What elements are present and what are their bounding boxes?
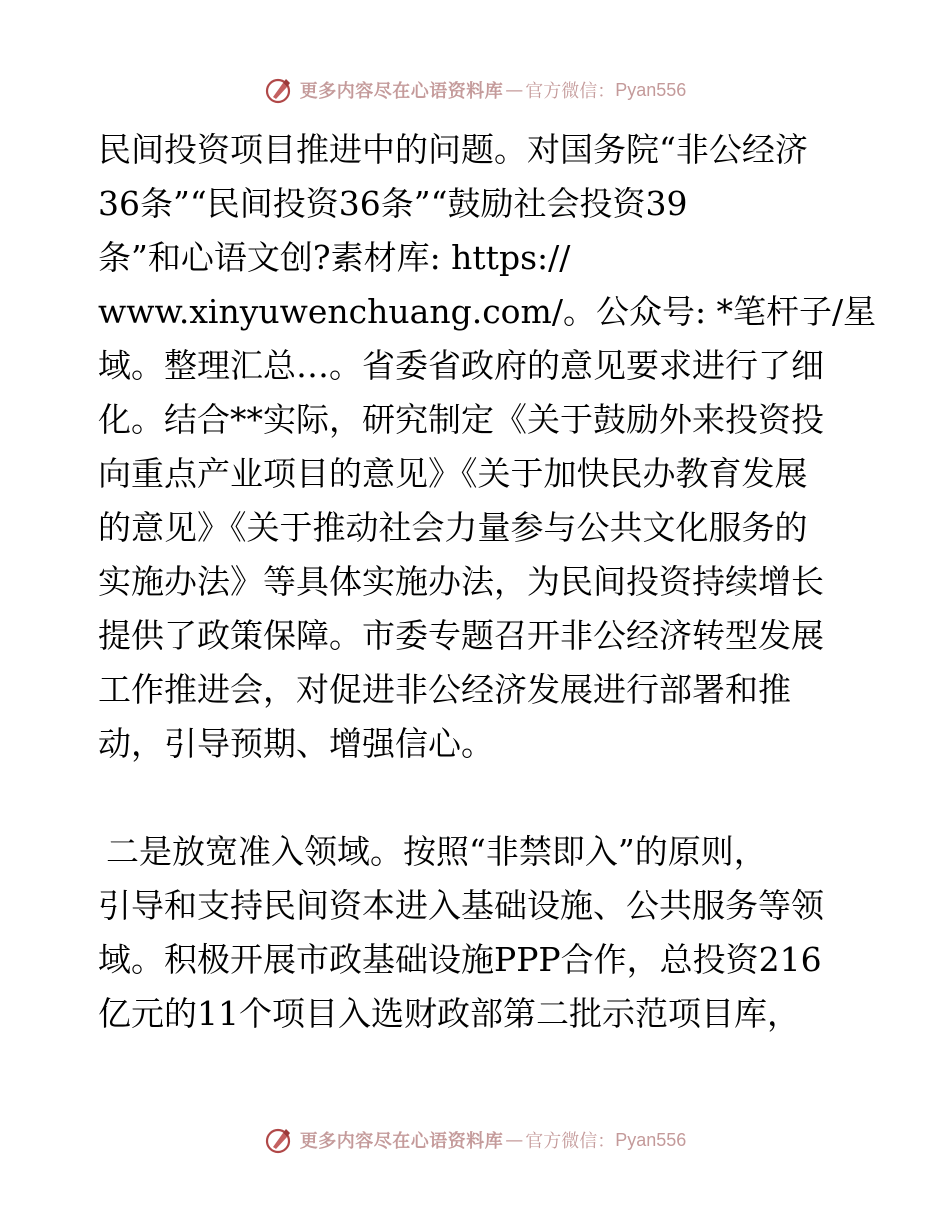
text-line: 化。结合**实际，研究制定《关于鼓励外来投资投	[98, 400, 824, 439]
text-line: 动，引导预期、增强信心。	[98, 724, 494, 763]
watermark-text: 更多内容尽在心语资料库	[299, 81, 504, 102]
text-line: 实施办法》等具体实施办法，为民间投资持续增长	[98, 562, 824, 601]
watermark-contact-id: Pyan556	[615, 79, 687, 100]
text-line: 向重点产业项目的意见》《关于加快民办教育发展	[98, 454, 808, 493]
watermark-contact-id: Pyan556	[615, 1129, 687, 1150]
paragraph-2	[98, 825, 858, 1041]
pen-nib-circle-icon	[264, 1125, 294, 1155]
text-line: 条”和心语文创?素材库: https://	[98, 238, 571, 277]
text-line: 域。整理汇总…。省委省政府的意见要求进行了细	[98, 346, 824, 385]
watermark-contact-label: 官方微信：	[525, 81, 616, 102]
watermark-separator: —	[505, 1129, 524, 1151]
text-line: 提供了政策保障。市委专题召开非公经济转型发展	[98, 616, 824, 655]
text-line: 亿元的11个项目入选财政部第二批示范项目库，	[98, 994, 800, 1033]
paragraph-1	[98, 123, 877, 771]
text-line: 民间投资项目推进中的问题。对国务院“非公经济	[98, 130, 808, 169]
text-line: www.xinyuwenchuang.com/。公众号: *笔杆子/星	[98, 292, 877, 331]
text-line: 的意见》《关于推动社会力量参与公共文化服务的	[98, 508, 808, 547]
text-line: 域。积极开展市政基础设施PPP合作，总投资216	[98, 940, 822, 979]
text-line: 36条”“民间投资36条”“鼓励社会投资39	[98, 184, 688, 223]
watermark-separator: —	[505, 79, 524, 101]
text-line: 工作推进会，对促进非公经济发展进行部署和推	[98, 670, 791, 709]
text-line: 二是放宽准入领域。按照“非禁即入”的原则，	[106, 832, 767, 871]
watermark-text: 更多内容尽在心语资料库	[299, 1131, 504, 1152]
header-watermark	[0, 72, 950, 108]
watermark-contact-label: 官方微信：	[525, 1131, 616, 1152]
pen-nib-circle-icon	[264, 75, 294, 105]
footer-watermark	[0, 1122, 950, 1158]
text-line: 引导和支持民间资本进入基础设施、公共服务等领	[98, 886, 824, 925]
